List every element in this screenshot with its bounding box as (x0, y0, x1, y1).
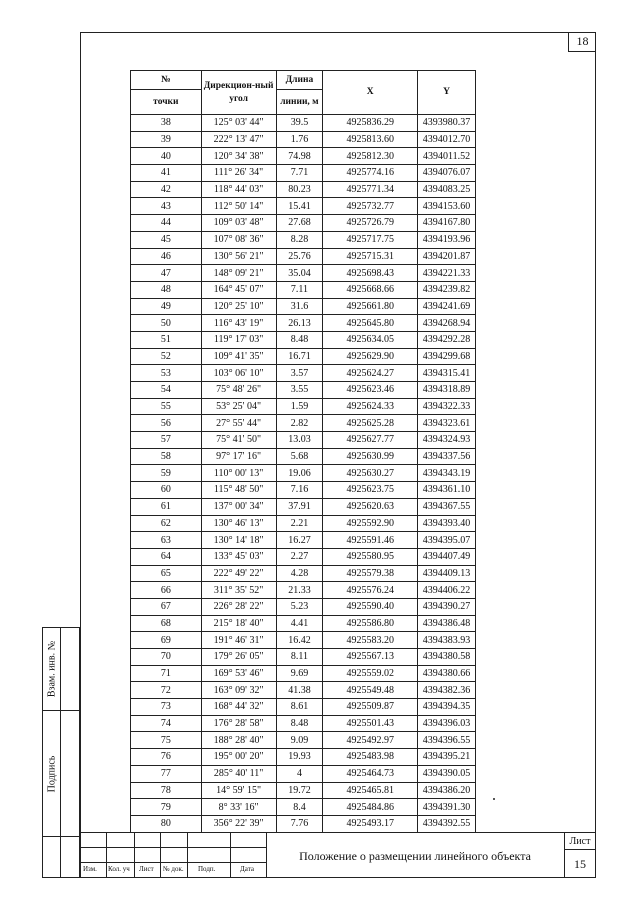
cell-angle: 112° 50' 14" (201, 198, 276, 215)
cell-angle: 103° 06' 10" (201, 365, 276, 382)
side-cell-signature (43, 711, 79, 837)
cell-x: 4925732.77 (323, 198, 418, 215)
cell-length: 35.04 (276, 265, 323, 282)
cell-angle: 169° 53' 46" (201, 665, 276, 682)
cell-length: 2.82 (276, 415, 323, 432)
cell-angle: 222° 13' 47" (201, 131, 276, 148)
cell-x: 4925579.38 (323, 565, 418, 582)
cell-point: 57 (131, 432, 202, 449)
table-row (131, 432, 476, 449)
cell-x: 4925627.77 (323, 432, 418, 449)
cell-x: 4925580.95 (323, 548, 418, 565)
cell-y: 4394382.36 (418, 682, 476, 699)
cell-length: 16.42 (276, 632, 323, 649)
cell-y: 4394396.55 (418, 732, 476, 749)
cell-length: 41.38 (276, 682, 323, 699)
table-row (131, 815, 476, 832)
table-row (131, 665, 476, 682)
cell-length: 1.76 (276, 131, 323, 148)
table-row (131, 649, 476, 666)
cell-y: 4394268.94 (418, 315, 476, 332)
cell-length: 19.06 (276, 465, 323, 482)
cell-point: 47 (131, 265, 202, 282)
cell-x: 4925590.40 (323, 598, 418, 615)
cell-y: 4394380.58 (418, 649, 476, 666)
cell-length: 16.27 (276, 532, 323, 549)
table-row (131, 749, 476, 766)
cell-point: 60 (131, 482, 202, 499)
cell-length: 8.4 (276, 799, 323, 816)
cell-x: 4925586.80 (323, 615, 418, 632)
table-row (131, 598, 476, 615)
cell-length: 21.33 (276, 582, 323, 599)
cell-point: 74 (131, 715, 202, 732)
cell-y: 4394322.33 (418, 398, 476, 415)
table-row (131, 582, 476, 599)
table-row (131, 281, 476, 298)
table-row (131, 148, 476, 165)
cell-angle: 356° 22' 39" (201, 815, 276, 832)
cell-y: 4394395.21 (418, 749, 476, 766)
cell-point: 67 (131, 598, 202, 615)
cell-length: 15.41 (276, 198, 323, 215)
cell-x: 4925634.05 (323, 331, 418, 348)
cell-point: 52 (131, 348, 202, 365)
cell-angle: 176° 28' 58" (201, 715, 276, 732)
table-row (131, 382, 476, 399)
cell-angle: 8° 33' 16" (201, 799, 276, 816)
cell-y: 4394315.41 (418, 365, 476, 382)
cell-angle: 130° 46' 13" (201, 515, 276, 532)
cell-x: 4925484.86 (323, 799, 418, 816)
cell-angle: 125° 03' 44" (201, 115, 276, 132)
cell-y: 4394167.80 (418, 215, 476, 232)
cell-angle: 164° 45' 07" (201, 281, 276, 298)
stray-mark (493, 798, 495, 800)
cell-angle: 111° 26' 34" (201, 165, 276, 182)
cell-point: 50 (131, 315, 202, 332)
cell-point: 71 (131, 665, 202, 682)
table-row (131, 799, 476, 816)
header-angle: Дирекцион-ный угол (201, 71, 276, 115)
cell-length: 80.23 (276, 181, 323, 198)
cell-x: 4925549.48 (323, 682, 418, 699)
cell-angle: 120° 25' 10" (201, 298, 276, 315)
cell-x: 4925715.31 (323, 248, 418, 265)
table-row (131, 215, 476, 232)
cell-length: 7.16 (276, 482, 323, 499)
cell-angle: 75° 41' 50" (201, 432, 276, 449)
cell-point: 51 (131, 331, 202, 348)
cell-angle: 179° 26' 05" (201, 649, 276, 666)
table-row (131, 198, 476, 215)
cell-y: 4394394.35 (418, 699, 476, 716)
sheet-number: 15 (574, 856, 586, 871)
cell-y: 4393980.37 (418, 115, 476, 132)
table-row (131, 181, 476, 198)
header-number: № (131, 71, 202, 90)
cell-length: 7.11 (276, 281, 323, 298)
cell-y: 4394153.60 (418, 198, 476, 215)
cell-x: 4925492.97 (323, 732, 418, 749)
cell-y: 4394409.13 (418, 565, 476, 582)
header-y: Y (418, 71, 476, 115)
cell-y: 4394406.22 (418, 582, 476, 599)
table-row (131, 565, 476, 582)
cell-y: 4394239.82 (418, 281, 476, 298)
cell-angle: 130° 14' 18" (201, 532, 276, 549)
cell-x: 4925717.75 (323, 231, 418, 248)
cell-angle: 109° 41' 35" (201, 348, 276, 365)
cell-x: 4925774.16 (323, 165, 418, 182)
cell-point: 79 (131, 799, 202, 816)
header-length: Длина (276, 71, 323, 90)
cell-length: 8.28 (276, 231, 323, 248)
table-row (131, 365, 476, 382)
cell-angle: 222° 49' 22" (201, 565, 276, 582)
cell-x: 4925625.28 (323, 415, 418, 432)
cell-point: 66 (131, 582, 202, 599)
cell-point: 63 (131, 532, 202, 549)
cell-angle: 133° 45' 03" (201, 548, 276, 565)
stamp-col-date: Дата (240, 865, 254, 873)
cell-angle: 148° 09' 21" (201, 265, 276, 282)
cell-x: 4925483.98 (323, 749, 418, 766)
side-label-replacement: Взам. инв. № (46, 640, 57, 698)
page-number-top: 18 (568, 32, 596, 52)
cell-length: 27.68 (276, 215, 323, 232)
side-cell-blank (43, 837, 79, 877)
title-block (80, 832, 596, 878)
cell-angle: 285° 40' 11" (201, 765, 276, 782)
cell-x: 4925624.27 (323, 365, 418, 382)
document-title: Положение о размещении линейного объекта (299, 848, 531, 863)
table-row (131, 732, 476, 749)
cell-length: 8.61 (276, 699, 323, 716)
cell-y: 4394292.28 (418, 331, 476, 348)
cell-y: 4394299.68 (418, 348, 476, 365)
cell-point: 43 (131, 198, 202, 215)
cell-y: 4394011.52 (418, 148, 476, 165)
cell-angle: 168° 44' 32" (201, 699, 276, 716)
cell-x: 4925623.46 (323, 382, 418, 399)
cell-x: 4925623.75 (323, 482, 418, 499)
table-row (131, 765, 476, 782)
table-row (131, 615, 476, 632)
cell-angle: 119° 17' 03" (201, 331, 276, 348)
cell-angle: 118° 44' 03" (201, 181, 276, 198)
cell-y: 4394407.49 (418, 548, 476, 565)
cell-length: 7.71 (276, 165, 323, 182)
cell-x: 4925630.27 (323, 465, 418, 482)
cell-point: 69 (131, 632, 202, 649)
cell-x: 4925591.46 (323, 532, 418, 549)
cell-point: 77 (131, 765, 202, 782)
cell-y: 4394221.33 (418, 265, 476, 282)
cell-angle: 226° 28' 22" (201, 598, 276, 615)
table-row (131, 348, 476, 365)
cell-x: 4925645.80 (323, 315, 418, 332)
cell-length: 5.68 (276, 448, 323, 465)
header-row-1 (131, 71, 476, 90)
cell-angle: 107° 08' 36" (201, 231, 276, 248)
cell-length: 19.72 (276, 782, 323, 799)
cell-length: 5.23 (276, 598, 323, 615)
cell-x: 4925726.79 (323, 215, 418, 232)
cell-x: 4925624.33 (323, 398, 418, 415)
table-row (131, 331, 476, 348)
cell-angle: 14° 59' 15" (201, 782, 276, 799)
table-row (131, 715, 476, 732)
cell-length: 9.09 (276, 732, 323, 749)
cell-point: 73 (131, 699, 202, 716)
cell-point: 40 (131, 148, 202, 165)
cell-x: 4925698.43 (323, 265, 418, 282)
cell-point: 54 (131, 382, 202, 399)
cell-length: 16.71 (276, 348, 323, 365)
cell-y: 4394323.61 (418, 415, 476, 432)
cell-point: 44 (131, 215, 202, 232)
cell-point: 78 (131, 782, 202, 799)
cell-length: 1.59 (276, 398, 323, 415)
cell-y: 4394396.03 (418, 715, 476, 732)
cell-length: 2.21 (276, 515, 323, 532)
cell-length: 13.03 (276, 432, 323, 449)
cell-length: 39.5 (276, 115, 323, 132)
side-cell-replacement (43, 628, 79, 711)
cell-point: 59 (131, 465, 202, 482)
table-row (131, 532, 476, 549)
cell-point: 56 (131, 415, 202, 432)
cell-y: 4394318.89 (418, 382, 476, 399)
table-row (131, 415, 476, 432)
table-row (131, 682, 476, 699)
table-row (131, 231, 476, 248)
cell-point: 80 (131, 815, 202, 832)
cell-angle: 311° 35' 52" (201, 582, 276, 599)
cell-length: 3.57 (276, 365, 323, 382)
table-row (131, 315, 476, 332)
cell-x: 4925629.90 (323, 348, 418, 365)
cell-point: 76 (131, 749, 202, 766)
header-points: точки (131, 90, 202, 115)
cell-x: 4925620.63 (323, 498, 418, 515)
table-row (131, 782, 476, 799)
cell-y: 4394390.27 (418, 598, 476, 615)
cell-angle: 137° 00' 34" (201, 498, 276, 515)
cell-point: 58 (131, 448, 202, 465)
cell-length: 31.6 (276, 298, 323, 315)
cell-angle: 130° 56' 21" (201, 248, 276, 265)
cell-angle: 53° 25' 04" (201, 398, 276, 415)
cell-angle: 109° 03' 48" (201, 215, 276, 232)
cell-x: 4925813.60 (323, 131, 418, 148)
table-row (131, 699, 476, 716)
cell-length: 37.91 (276, 498, 323, 515)
cell-x: 4925464.73 (323, 765, 418, 782)
cell-x: 4925661.80 (323, 298, 418, 315)
stamp-col-sheet: Лист (139, 865, 154, 873)
cell-length: 25.76 (276, 248, 323, 265)
cell-length: 74.98 (276, 148, 323, 165)
cell-y: 4394241.69 (418, 298, 476, 315)
table-row (131, 515, 476, 532)
table-row (131, 115, 476, 132)
cell-point: 48 (131, 281, 202, 298)
cell-point: 46 (131, 248, 202, 265)
cell-angle: 188° 28' 40" (201, 732, 276, 749)
cell-x: 4925771.34 (323, 181, 418, 198)
cell-angle: 191° 46' 31" (201, 632, 276, 649)
cell-point: 41 (131, 165, 202, 182)
cell-x: 4925812.30 (323, 148, 418, 165)
cell-point: 42 (131, 181, 202, 198)
cell-y: 4394012.70 (418, 131, 476, 148)
table-row (131, 482, 476, 499)
coordinates-table (130, 70, 476, 833)
cell-length: 26.13 (276, 315, 323, 332)
cell-length: 2.27 (276, 548, 323, 565)
cell-y: 4394361.10 (418, 482, 476, 499)
stamp-col-change: Изм. (83, 865, 97, 873)
stamp-col-doc: № док. (163, 865, 184, 873)
table-row (131, 265, 476, 282)
cell-x: 4925668.66 (323, 281, 418, 298)
cell-x: 4925583.20 (323, 632, 418, 649)
cell-length: 8.11 (276, 649, 323, 666)
cell-angle: 163° 09' 32" (201, 682, 276, 699)
side-label-signature: Подпись (46, 755, 57, 792)
cell-point: 75 (131, 732, 202, 749)
cell-x: 4925630.99 (323, 448, 418, 465)
cell-angle: 27° 55' 44" (201, 415, 276, 432)
cell-y: 4394337.56 (418, 448, 476, 465)
cell-x: 4925592.90 (323, 515, 418, 532)
cell-angle: 115° 48' 50" (201, 482, 276, 499)
cell-angle: 120° 34' 38" (201, 148, 276, 165)
side-strip (42, 627, 80, 878)
cell-y: 4394395.07 (418, 532, 476, 549)
table-row (131, 248, 476, 265)
cell-point: 70 (131, 649, 202, 666)
stamp-col-count: Кол. уч (108, 865, 130, 873)
cell-y: 4394324.93 (418, 432, 476, 449)
cell-angle: 195° 00' 20" (201, 749, 276, 766)
table-row (131, 465, 476, 482)
cell-y: 4394380.66 (418, 665, 476, 682)
header-x: X (323, 71, 418, 115)
cell-y: 4394390.05 (418, 765, 476, 782)
cell-point: 65 (131, 565, 202, 582)
cell-angle: 97° 17' 16" (201, 448, 276, 465)
cell-y: 4394343.19 (418, 465, 476, 482)
cell-length: 4.41 (276, 615, 323, 632)
cell-x: 4925567.13 (323, 649, 418, 666)
cell-y: 4394393.40 (418, 515, 476, 532)
cell-angle: 110° 00' 13" (201, 465, 276, 482)
cell-y: 4394083.25 (418, 181, 476, 198)
sheet-label: Лист (564, 833, 596, 850)
table-row (131, 548, 476, 565)
cell-length: 9.69 (276, 665, 323, 682)
header-length-unit: линии, м (276, 90, 323, 115)
cell-point: 38 (131, 115, 202, 132)
cell-angle: 75° 48' 26" (201, 382, 276, 399)
cell-x: 4925576.24 (323, 582, 418, 599)
cell-y: 4394201.87 (418, 248, 476, 265)
table-row (131, 448, 476, 465)
cell-y: 4394076.07 (418, 165, 476, 182)
table-row (131, 165, 476, 182)
table-row (131, 498, 476, 515)
cell-x: 4925509.87 (323, 699, 418, 716)
cell-length: 8.48 (276, 715, 323, 732)
cell-point: 62 (131, 515, 202, 532)
cell-point: 49 (131, 298, 202, 315)
cell-angle: 116° 43' 19" (201, 315, 276, 332)
cell-x: 4925836.29 (323, 115, 418, 132)
table-row (131, 398, 476, 415)
cell-x: 4925465.81 (323, 782, 418, 799)
table-row (131, 632, 476, 649)
cell-point: 55 (131, 398, 202, 415)
cell-y: 4394386.20 (418, 782, 476, 799)
table-row (131, 298, 476, 315)
cell-length: 4.28 (276, 565, 323, 582)
cell-length: 3.55 (276, 382, 323, 399)
cell-length: 19.93 (276, 749, 323, 766)
cell-x: 4925501.43 (323, 715, 418, 732)
cell-point: 64 (131, 548, 202, 565)
cell-y: 4394367.55 (418, 498, 476, 515)
cell-x: 4925559.02 (323, 665, 418, 682)
cell-length: 8.48 (276, 331, 323, 348)
stamp-col-signature: Подп. (198, 865, 216, 873)
cell-length: 7.76 (276, 815, 323, 832)
cell-point: 68 (131, 615, 202, 632)
cell-length: 4 (276, 765, 323, 782)
cell-point: 61 (131, 498, 202, 515)
cell-angle: 215° 18' 40" (201, 615, 276, 632)
cell-y: 4394392.55 (418, 815, 476, 832)
cell-y: 4394193.96 (418, 231, 476, 248)
cell-point: 53 (131, 365, 202, 382)
cell-y: 4394391.30 (418, 799, 476, 816)
cell-point: 39 (131, 131, 202, 148)
cell-y: 4394383.93 (418, 632, 476, 649)
table-row (131, 131, 476, 148)
cell-point: 72 (131, 682, 202, 699)
cell-y: 4394386.48 (418, 615, 476, 632)
cell-point: 45 (131, 231, 202, 248)
cell-x: 4925493.17 (323, 815, 418, 832)
